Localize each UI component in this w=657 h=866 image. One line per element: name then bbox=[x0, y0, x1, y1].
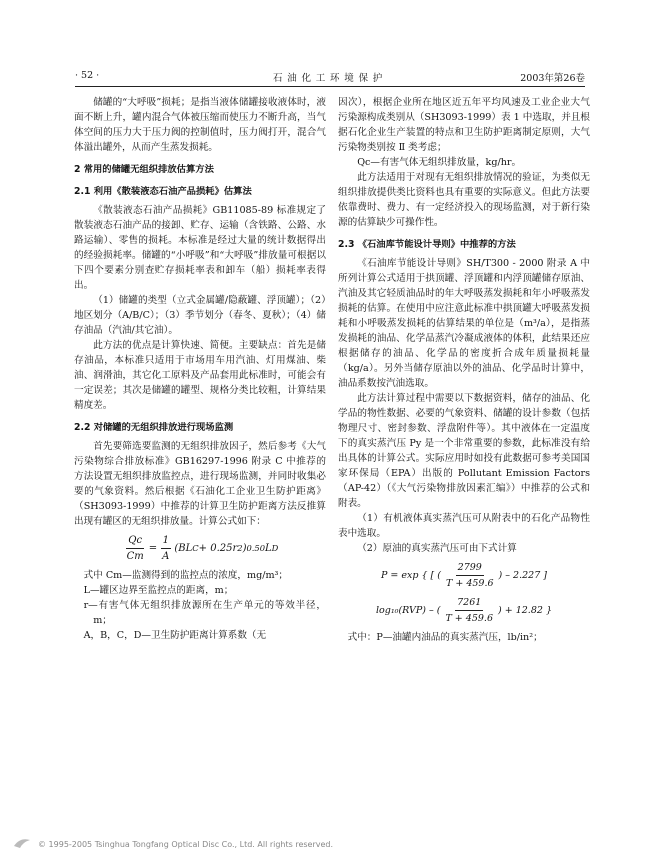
copyright-footer: © 1995-2005 Tsinghua Tongfang Optical Disc Co., Ltd. All rights reserved. bbox=[38, 840, 334, 849]
page-number: · 52 · bbox=[75, 70, 100, 81]
formula-fraction: $\frac{2799}{T + 459.6}$ bbox=[446, 562, 494, 589]
paragraph: （2）原油的真实蒸汽压可由下式计算 bbox=[357, 543, 517, 554]
definition: L—罐区边界至监控点的距离，m； bbox=[83, 585, 234, 596]
issue-info: 2003年第26卷 bbox=[520, 73, 585, 84]
paragraph: 储罐的“大呼吸”损耗；是指当液体储罐接收液体时，液面不断上升，罐内混合气体被压缩而使压力不断升高，当气体空间的压力大于压力阀的控制值时，压力阀打开，混合气体溢出罐外，从而产生蒸发损耗。 bbox=[74, 97, 326, 153]
formula-fraction: $\frac{7261}{T + 459.6}$ bbox=[445, 597, 493, 624]
subsection-heading: 2.3 《石油库节能设计导则》中推荐的方法 bbox=[338, 239, 516, 250]
paragraph: 此方法的优点是计算快速、简便。主要缺点：首先是储存油品，本标准只适用于市场用车用汽油、灯用煤油、柴油、润滑油，其它化工原料及产品套用此标准时，可能会有一定误差；其次是储罐的罐型、规格分类比较粗，计算结果精度差。 bbox=[74, 340, 326, 411]
left-column bbox=[74, 95, 326, 643]
definition: r—有害气体无组织排放源所在生产单元的等效半径，m； bbox=[83, 600, 326, 626]
paragraph: （1）储罐的类型（立式金属罐/隐蔽罐、浮顶罐）；（2）地区划分（A/B/C）；（3）季节划分（春冬、夏秋）；（4）储存油品（汽油/其它油）。 bbox=[74, 295, 326, 336]
paragraph: 《石油库节能设计导则》SH/T300 - 2000 附录 A 中所列计算公式适用于拱顶罐、浮顶罐和内浮顶罐储存原油、汽油及其它轻质油品时的年大呼吸蒸发损耗和年小呼吸蒸发损耗的估算。在使用中应注意此标准中拱顶罐大呼吸蒸发损耗和小呼吸蒸发损耗的估算结果的单位是（m³/a），是指蒸发损耗的油品、化学品蒸汽冷凝成液体的体积，此结果还应根据储存的油品、化学品的密度折合成年质量损耗量（kg/a）。另外当储存原油以外的油品、化学品时计算中，油品系数按汽油选取。 bbox=[338, 258, 590, 389]
vapor-pressure-formula-line2: log₁₀(RVP) – ( $\frac{7261}{T + 459.6}$ ) + 12.82 } bbox=[376, 597, 552, 624]
definition: A，B，C，D—卫生防护距离计算系数（无 bbox=[83, 630, 267, 641]
formula-fraction: $\frac{Qc}{Cm}$ bbox=[126, 535, 144, 562]
paragraph: 此方法计算过程中需要以下数据资料，储存的油品、化学品的物性数据、必要的气象资料、储罐的设计参数（包括物理尺寸、密封参数、浮盘附件等）。其中液体在一定温度下的真实蒸汽压 Py 是一个非常重要的参数，此标准没有给出具体的计算公式。实际应用时如投有此数据可参考美国国家环保局（EPA）出版的 Pollutant Emission Factors（AP-42）（《大气污染物排放因素汇编》）中推荐的公式和附表。 bbox=[338, 393, 590, 509]
definition: Qc—有害气体无组织排放量，kg/hr。 bbox=[357, 157, 522, 168]
subsection-heading: 2.2 对储罐的无组织排放进行现场监测 bbox=[74, 422, 234, 433]
formula-fraction: $\frac{1}{A}$ bbox=[162, 535, 170, 562]
subsection-heading: 2.1 利用《散装液态石油产品损耗》估算法 bbox=[74, 186, 252, 197]
right-column bbox=[338, 95, 590, 645]
definition: 式中 Cm—监测得到的监控点的浓度，mg/m³； bbox=[83, 570, 288, 581]
paragraph: 此方法适用于对现有无组织排放情况的验证，为类似无组织排放提供类比资料也具有重要的实际意义。但此方法要依靠费时、费力、有一定经济投入的现场监测，对于新行染源的估算缺少可操作性。 bbox=[338, 172, 590, 228]
header-rule bbox=[75, 86, 585, 87]
publisher-logo-icon bbox=[12, 836, 32, 850]
protection-distance-formula: $\frac{Qc}{Cm}$ = $\frac{1}{A}$ (BL C + 0.25r 2 ) 0.50 L D bbox=[126, 535, 279, 562]
paragraph: 因次），根据企业所在地区近五年平均风速及工业企业大气污染源构成类别从（SH3093-1999）表 1 中选取，并且根据石化企业生产装置的特点和卫生防护距离制定原则，大气污染物类别按 Ⅱ 类考虑； bbox=[338, 97, 590, 153]
paragraph: （1）有机液体真实蒸汽压可从附表中的石化产品物性表中选取。 bbox=[338, 513, 590, 539]
paragraph: 《散装液态石油产品损耗》GB11085-89 标准规定了散装液态石油产品的接卸、贮存、运输（含铁路、公路、水路运输）、零售的损耗。本标准是经过大量的统计数据得出的经验损耗率。储罐的“小呼吸”和“大呼吸”排放量可根据以下四个要素分别查贮存损耗率表和卸车（船）损耗率表得出。 bbox=[74, 205, 326, 291]
section-heading: 2 常用的储罐无组织排放估算方法 bbox=[74, 164, 214, 175]
paragraph: 首先要筛选要监测的无组织排放因子，然后参考《大气污染物综合排放标准》GB16297-1996 附录 C 中推荐的方法设置无组织排放监控点，进行现场监测，并同时收集必要的气象资料。然后根据《石油化工企业卫生防护距离》（SH3093-1999）中推荐的计算卫生防护距离方法反推算出现有罐区的无组织排放量。计算公式如下： bbox=[74, 441, 326, 527]
definition: 式中：P—油罐内油品的真实蒸汽压，lb/in²； bbox=[347, 632, 543, 643]
vapor-pressure-formula-line1: P = exp { [ ( $\frac{2799}{T + 459.6}$ ) – 2.227 ] bbox=[381, 562, 547, 589]
journal-title: 石油化工环境保护 bbox=[272, 73, 387, 84]
